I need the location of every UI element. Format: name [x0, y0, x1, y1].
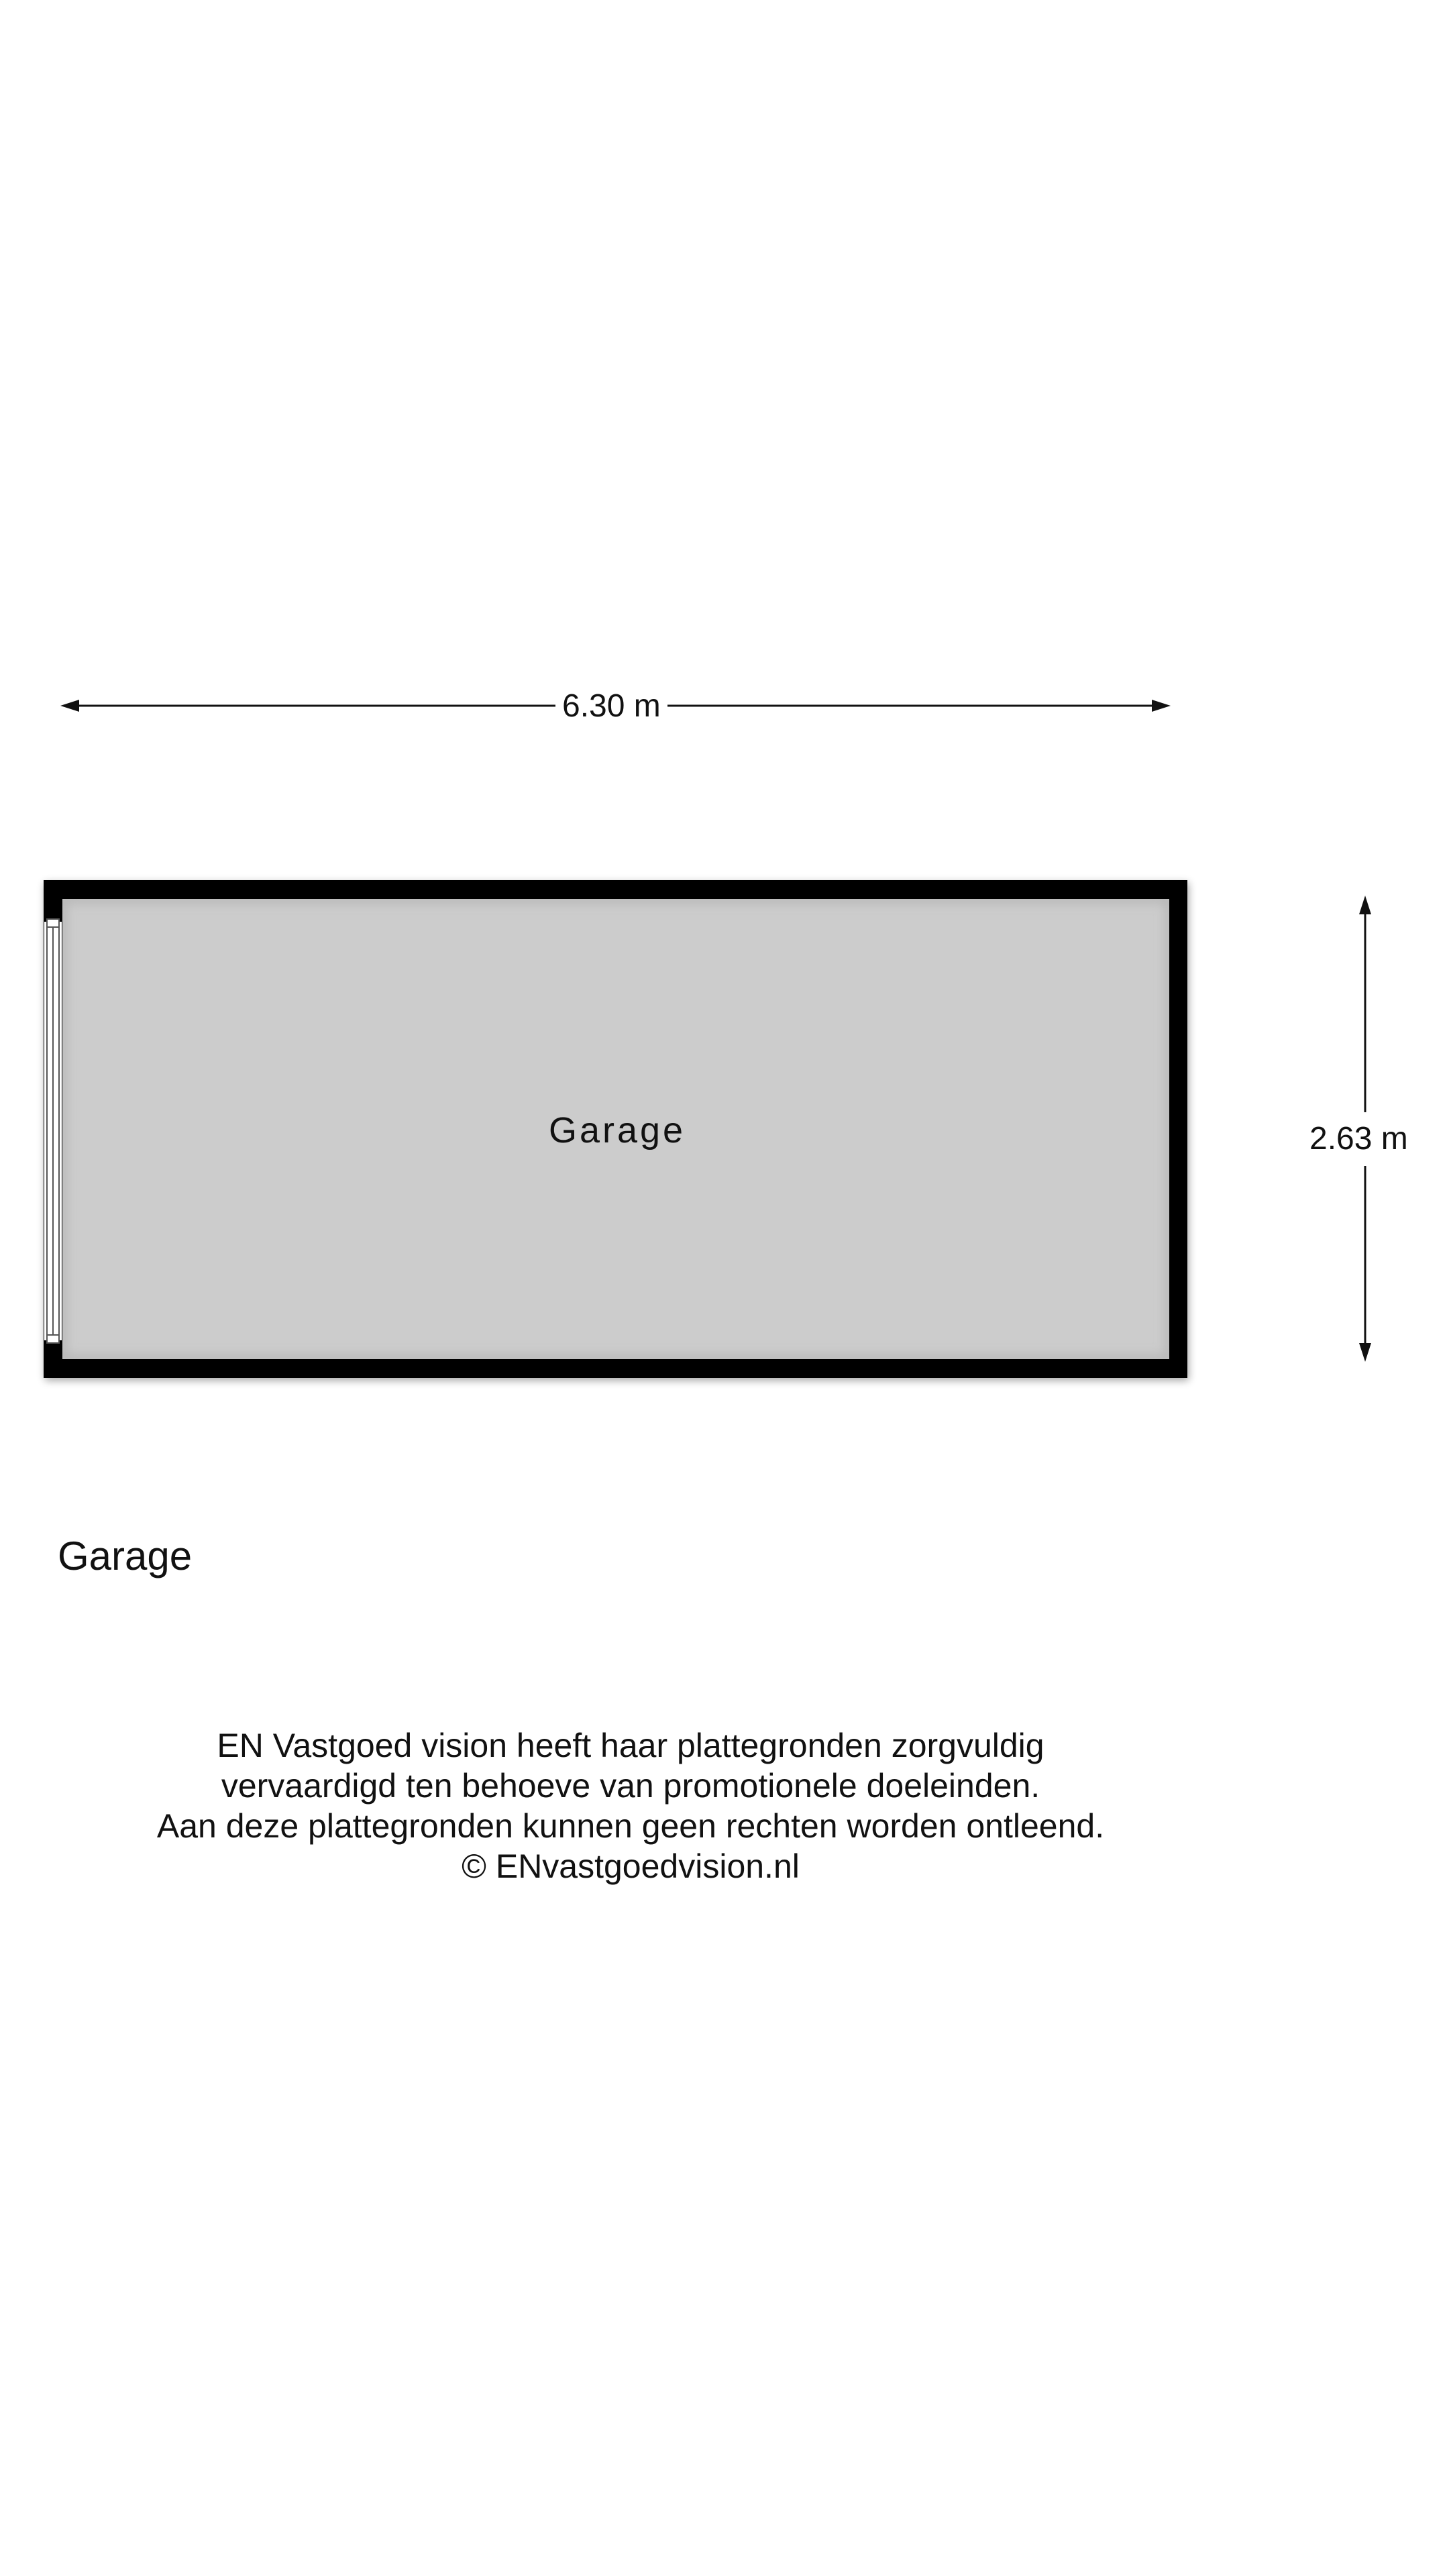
disclaimer-line: EN Vastgoed vision heeft haar plattegronden zorgvuldig [217, 1727, 1044, 1764]
arrow-left-icon [60, 700, 79, 712]
width-dimension-label: 6.30 m [555, 686, 667, 727]
arrow-right-icon [1152, 700, 1171, 712]
height-dimension-label: 2.63 m [1309, 1112, 1408, 1166]
disclaimer-line: vervaardigd ten behoeve van promotionele doeleinden. [221, 1767, 1040, 1805]
arrow-down-icon [1359, 1343, 1371, 1362]
room-label: Garage [548, 1110, 686, 1150]
disclaimer-line: Aan deze plattegronden kunnen geen rechten worden ontleend. [156, 1807, 1105, 1845]
floor-title: Garage [58, 1534, 193, 1578]
disclaimer [0, 1725, 1261, 1886]
copyright-line: © ENvastgoedvision.nl [462, 1847, 800, 1885]
arrow-up-icon [1359, 896, 1371, 914]
garage-door [44, 919, 62, 1343]
